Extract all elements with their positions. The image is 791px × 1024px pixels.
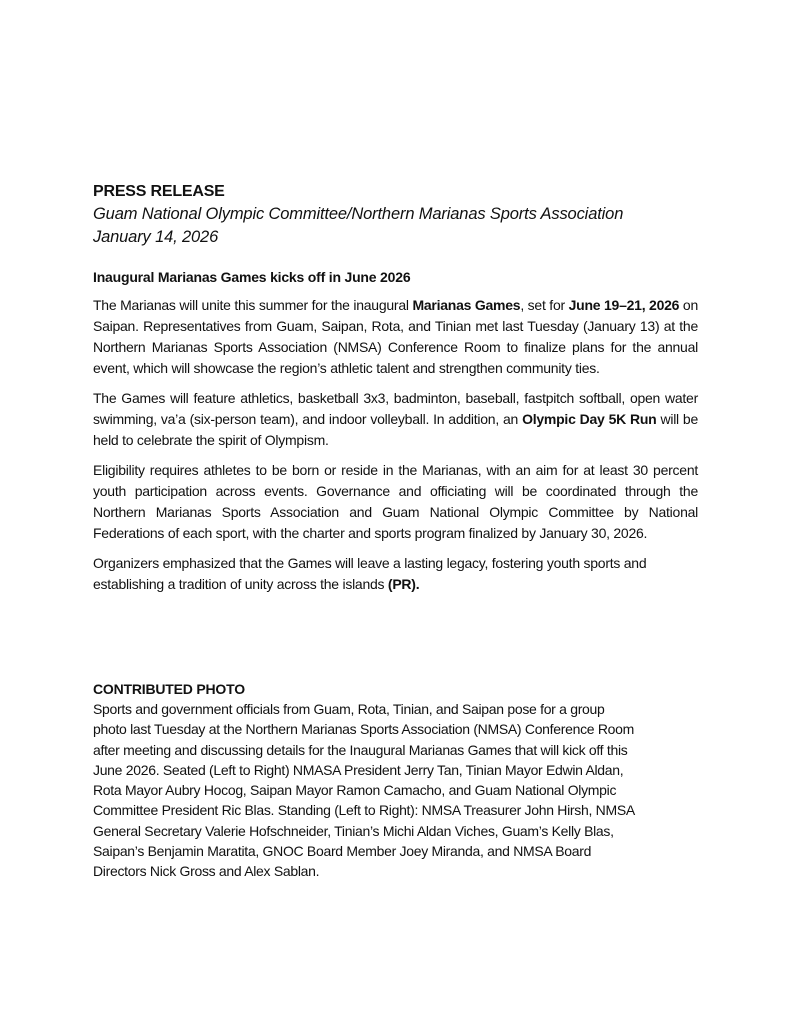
caption-line: after meeting and discussing details for the Inaugural Marianas Games that will kick off this — [93, 741, 628, 758]
bold-text-segment: Olympic Day 5K Run — [522, 411, 657, 427]
caption-line: Sports and government officials from Guam, Rota, Tinian, and Saipan pose for a group — [93, 701, 605, 717]
text-segment: The Marianas will unite this summer for the inaugural — [93, 297, 413, 313]
text-segment: on Saipan. Representatives from Guam, Saipan, Rota, and Tinian met last Tuesday (January 13) at the Northern Marianas Sports Association (NMSA) Conference Room to finalize plans for the annual event, which will showcase the region’s athletic talent and strengthen community ties. — [93, 297, 698, 376]
article-paragraph — [93, 295, 698, 379]
article-headline: Inaugural Marianas Games kicks off in June 2026 — [93, 269, 411, 285]
bold-text-segment: Marianas Games — [412, 297, 521, 313]
article-paragraph — [93, 553, 698, 595]
caption-line: Committee President Ric Blas. Standing (Left to Right): NMSA Treasurer John Hirsh, NMSA — [93, 802, 635, 819]
bold-text-segment: June 19–21, 2026 — [568, 297, 680, 313]
caption-line: photo last Tuesday at the Northern Marianas Sports Association (NMSA) Conference Room — [93, 721, 634, 738]
organization-line: Guam National Olympic Committee/Northern Marianas Sports Association — [93, 205, 624, 223]
photo-caption — [93, 699, 708, 882]
caption-line: Directors Nick Gross and Alex Sablan. — [93, 863, 320, 880]
caption-line: Saipan’s Benjamin Maratita, GNOC Board Member Joey Miranda, and NMSA Board — [93, 843, 592, 860]
article-paragraph — [93, 388, 698, 451]
press-release-label: PRESS RELEASE — [93, 183, 225, 200]
photo-heading: CONTRIBUTED PHOTO — [93, 681, 245, 697]
caption-line: Rota Mayor Aubry Hocog, Saipan Mayor Ramon Camacho, and Guam National Olympic — [93, 782, 617, 799]
caption-line: June 2026. Seated (Left to Right) NMASA President Jerry Tan, Tinian Mayor Edwin Aldan, — [93, 761, 624, 778]
article-paragraph — [93, 460, 698, 544]
text-segment: , set for — [520, 297, 569, 313]
contributed-photo-section — [93, 680, 708, 882]
press-release — [93, 181, 698, 604]
text-segment: Eligibility requires athletes to be born or reside in the Marianas, with an aim for at least 30 percent youth participation across events. Governance and officiating will be coordinated through the Northern Marianas Sports Association and Guam National Olympic Committee by National Federations of each sport, with the charter and sports program finalized by January 30, 2026. — [93, 462, 698, 541]
bold-text-segment: (PR). — [387, 576, 420, 592]
text-segment: will be held to celebrate the spirit of Olympism. — [93, 411, 699, 448]
text-segment: The Games will feature athletics, basketball 3x3, badminton, baseball, fastpitch softball, open water swimming, va’a (six-person team), and indoor volleyball. In addition, an — [93, 390, 698, 427]
text-segment: Organizers emphasized that the Games will leave a lasting legacy, fostering youth sports and establishing a tradition of unity across the islands — [93, 555, 647, 592]
release-date: January 14, 2026 — [93, 228, 219, 246]
caption-line: General Secretary Valerie Hofschneider, Tinian’s Michi Aldan Viches, Guam’s Kelly Blas, — [93, 822, 614, 839]
